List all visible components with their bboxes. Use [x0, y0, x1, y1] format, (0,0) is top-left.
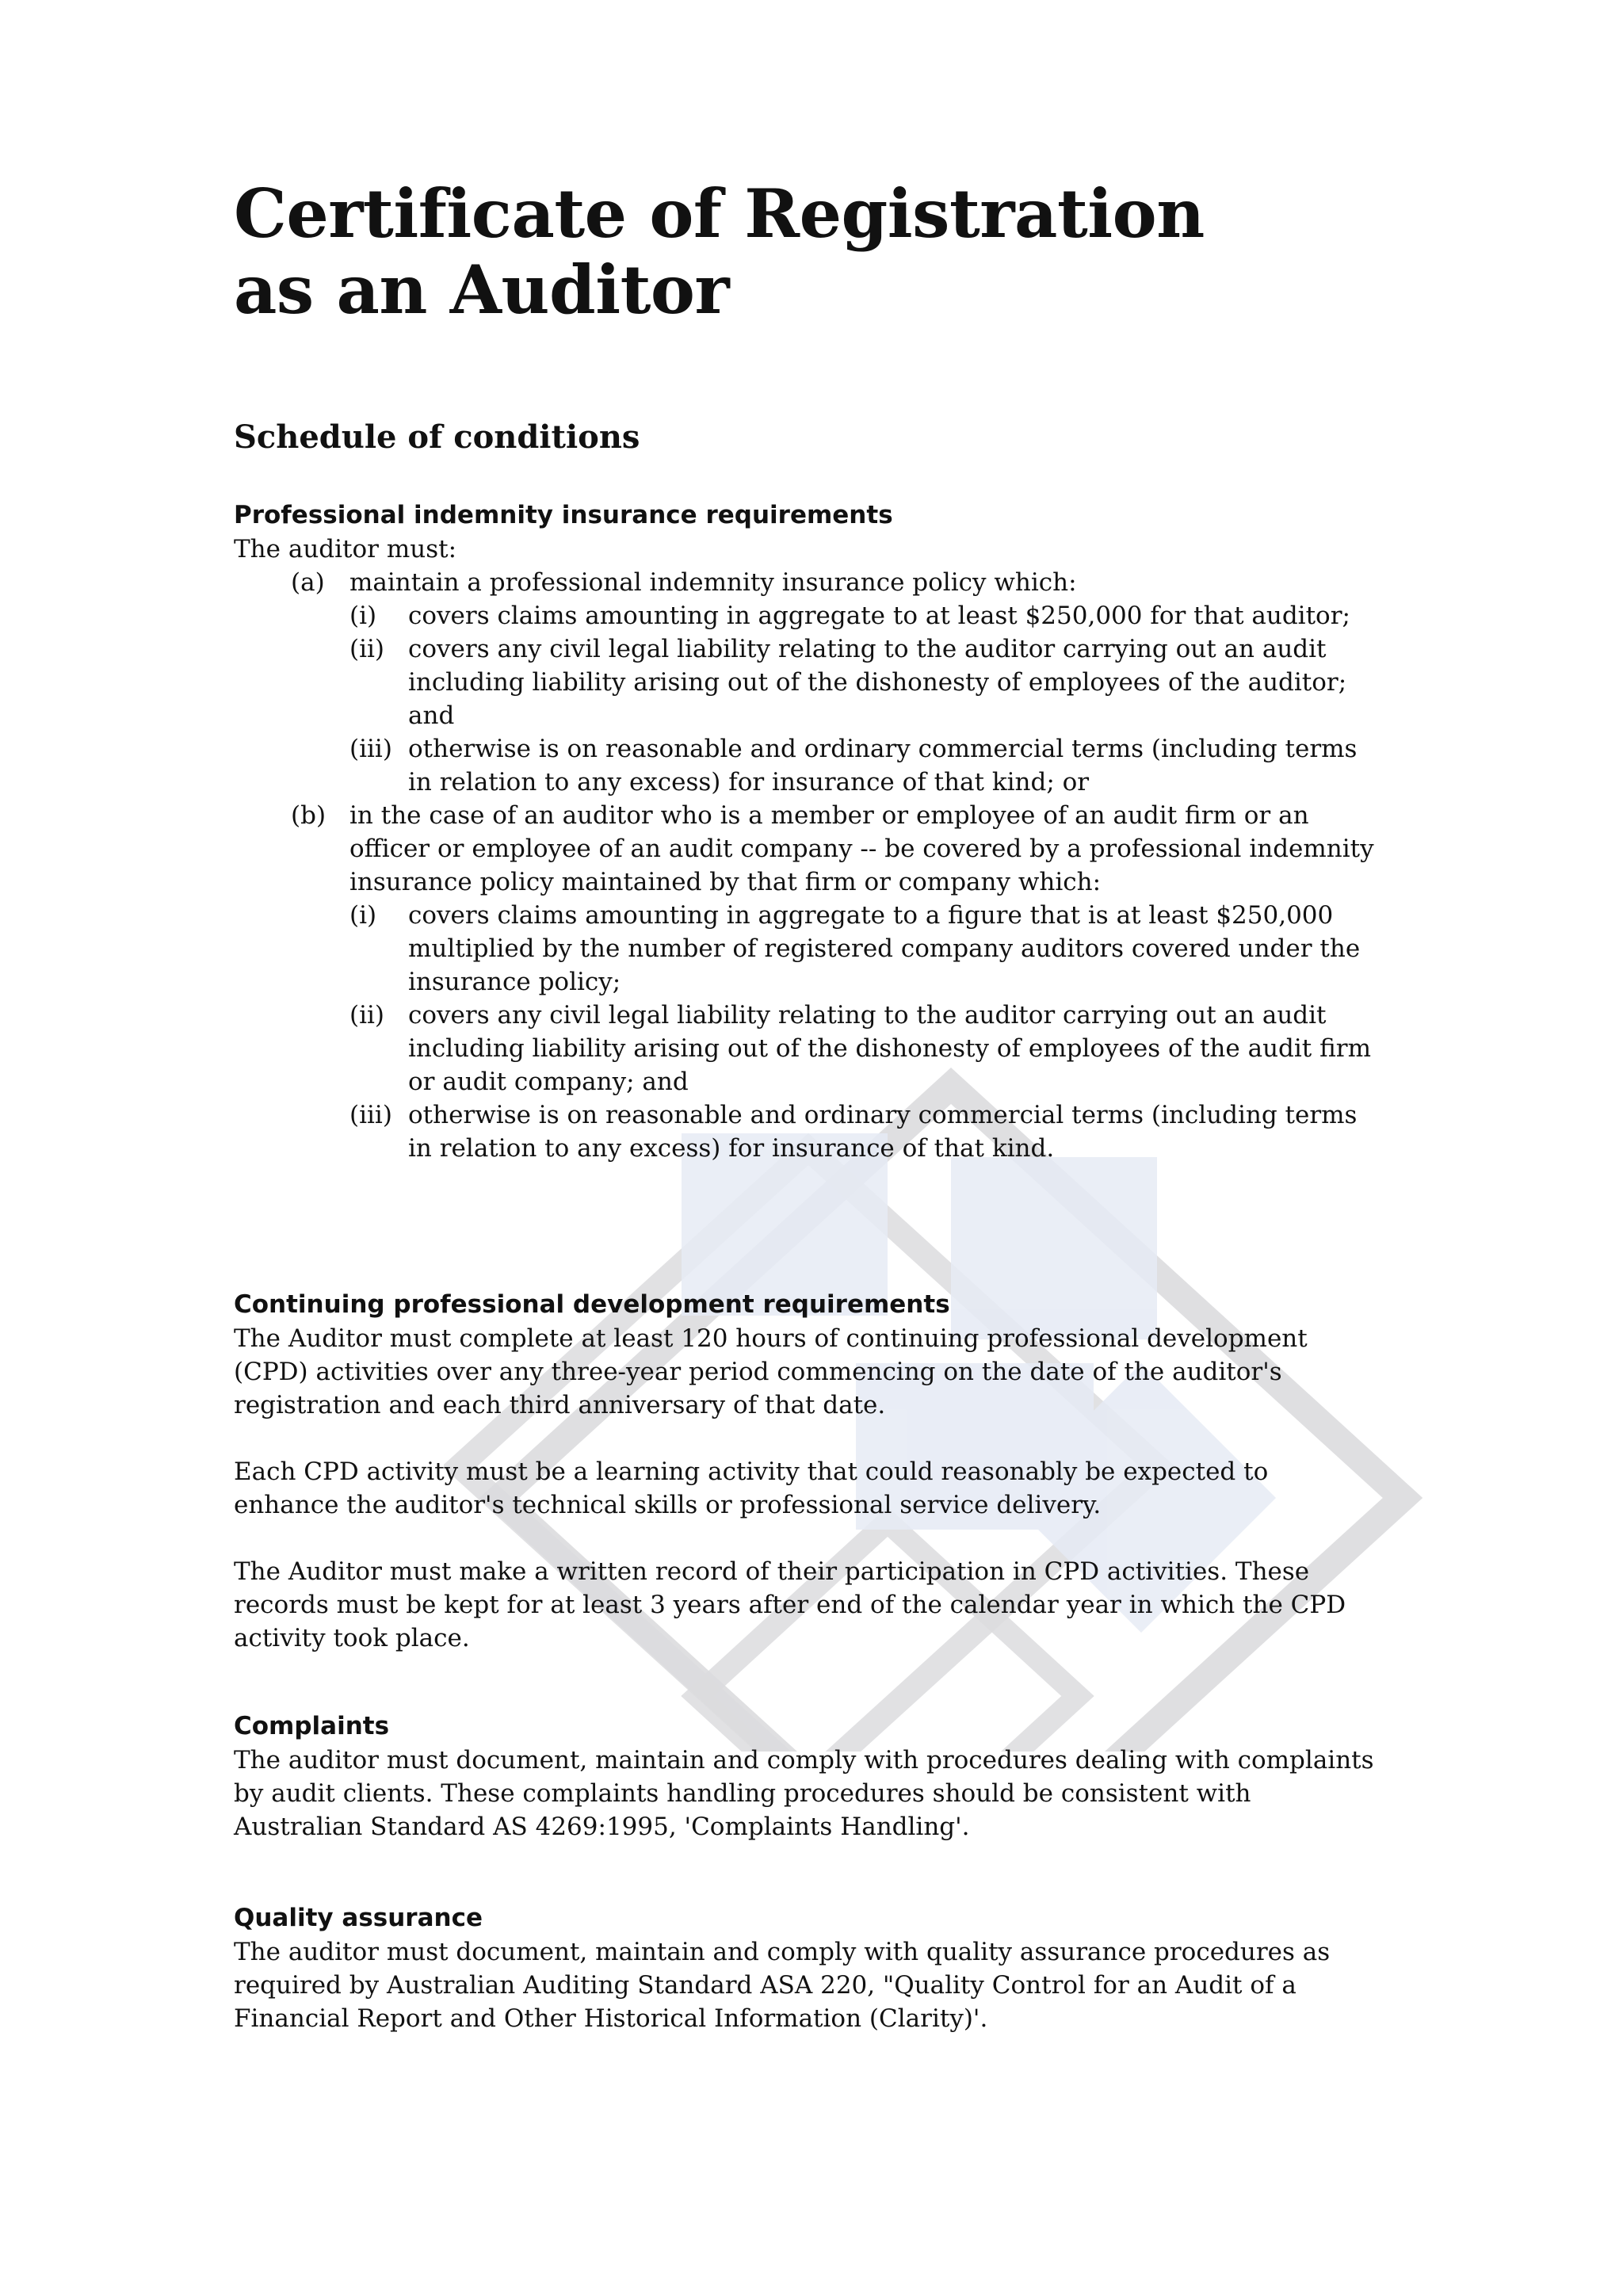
complaints-paragraph: The auditor must document, maintain and comply with procedures dealing with complaints by audit clients. These complaints handling procedures should be consistent with Australian Standard AS 4269:1995, 'Complaints Handling'. [234, 1746, 1374, 1841]
list-item [349, 732, 1375, 799]
section-professional-indemnity [234, 498, 1375, 1165]
section-heading-cpd: Continuing professional development requirements [234, 1290, 950, 1319]
section-heading-professional-indemnity: Professional indemnity insurance requirements [234, 501, 893, 529]
list-label: (iii) [349, 1101, 392, 1129]
section-heading-complaints: Complaints [234, 1712, 390, 1740]
list-text: covers claims amounting in aggregate to at least $250,000 for that auditor; [408, 602, 1350, 630]
list-item [349, 1098, 1375, 1165]
list-label: (ii) [349, 1001, 385, 1030]
list-item [349, 599, 1375, 632]
list-text: covers any civil legal liability relating to the auditor carrying out an audit including liability arising out of the dishonesty of employees of the audit firm or audit company; and [408, 1001, 1372, 1096]
cpd-paragraph-3: The Auditor must make a written record of their participation in CPD activities. These records must be kept for at least 3 years after end of the calendar year in which the CPD activity took place. [234, 1557, 1346, 1652]
section-heading-quality-assurance: Quality assurance [234, 1904, 483, 1932]
section-cpd [234, 1287, 1375, 1655]
title-line-2: as an Auditor [234, 250, 730, 329]
document-content [234, 174, 1375, 2033]
list-label: (b) [291, 801, 327, 830]
list-item [234, 799, 1375, 1165]
list-item [349, 632, 1375, 732]
list-item [349, 899, 1375, 999]
list-text: covers any civil legal liability relating to the auditor carrying out an audit including liability arising out of the dishonesty of employees of the auditor; and [408, 635, 1347, 730]
section-quality-assurance [234, 1901, 1375, 2035]
list-text: in the case of an auditor who is a member or employee of an audit firm or an officer or employee of an audit company -- be covered by a professional indemnity insurance policy maintained by that firm or company which: [349, 801, 1374, 896]
list-label: (ii) [349, 635, 385, 663]
sub-list [349, 899, 1375, 1165]
page-title [234, 176, 1375, 328]
list-label: (i) [349, 901, 377, 930]
qa-paragraph: The auditor must document, maintain and comply with quality assurance procedures as required by Australian Auditing Standard ASA 220, "Quality Control for an Audit of a Financial Report and Other Historical Information (Clarity)'. [234, 1938, 1331, 2033]
list-text: covers claims amounting in aggregate to a figure that is at least $250,000 multiplied by the number of registered company auditors covered under the insurance policy; [408, 901, 1361, 996]
list-text: otherwise is on reasonable and ordinary commercial terms (including terms in relation to any excess) for insurance of that kind. [408, 1101, 1358, 1163]
pi-list [234, 566, 1375, 1165]
list-text: maintain a professional indemnity insurance policy which: [349, 568, 1077, 597]
list-label: (iii) [349, 735, 392, 763]
sub-list [349, 599, 1375, 799]
pi-intro: The auditor must: [234, 535, 457, 563]
list-item [234, 566, 1375, 799]
cpd-paragraph-1: The Auditor must complete at least 120 hours of continuing professional development (CPD) activities over any three-year period commencing on the date of the auditor's registration and each third anniversary of that date. [234, 1324, 1308, 1419]
list-text: otherwise is on reasonable and ordinary commercial terms (including terms in relation to any excess) for insurance of that kind; or [408, 735, 1358, 797]
schedule-subtitle: Schedule of conditions [234, 418, 640, 456]
list-label: (a) [291, 568, 325, 597]
list-label: (i) [349, 602, 377, 630]
title-line-1: Certificate of Registration [234, 174, 1205, 253]
cpd-paragraph-2: Each CPD activity must be a learning activity that could reasonably be expected to enhance the auditor's technical skills or professional service delivery. [234, 1457, 1269, 1519]
list-item [349, 999, 1375, 1098]
section-complaints [234, 1709, 1375, 1843]
